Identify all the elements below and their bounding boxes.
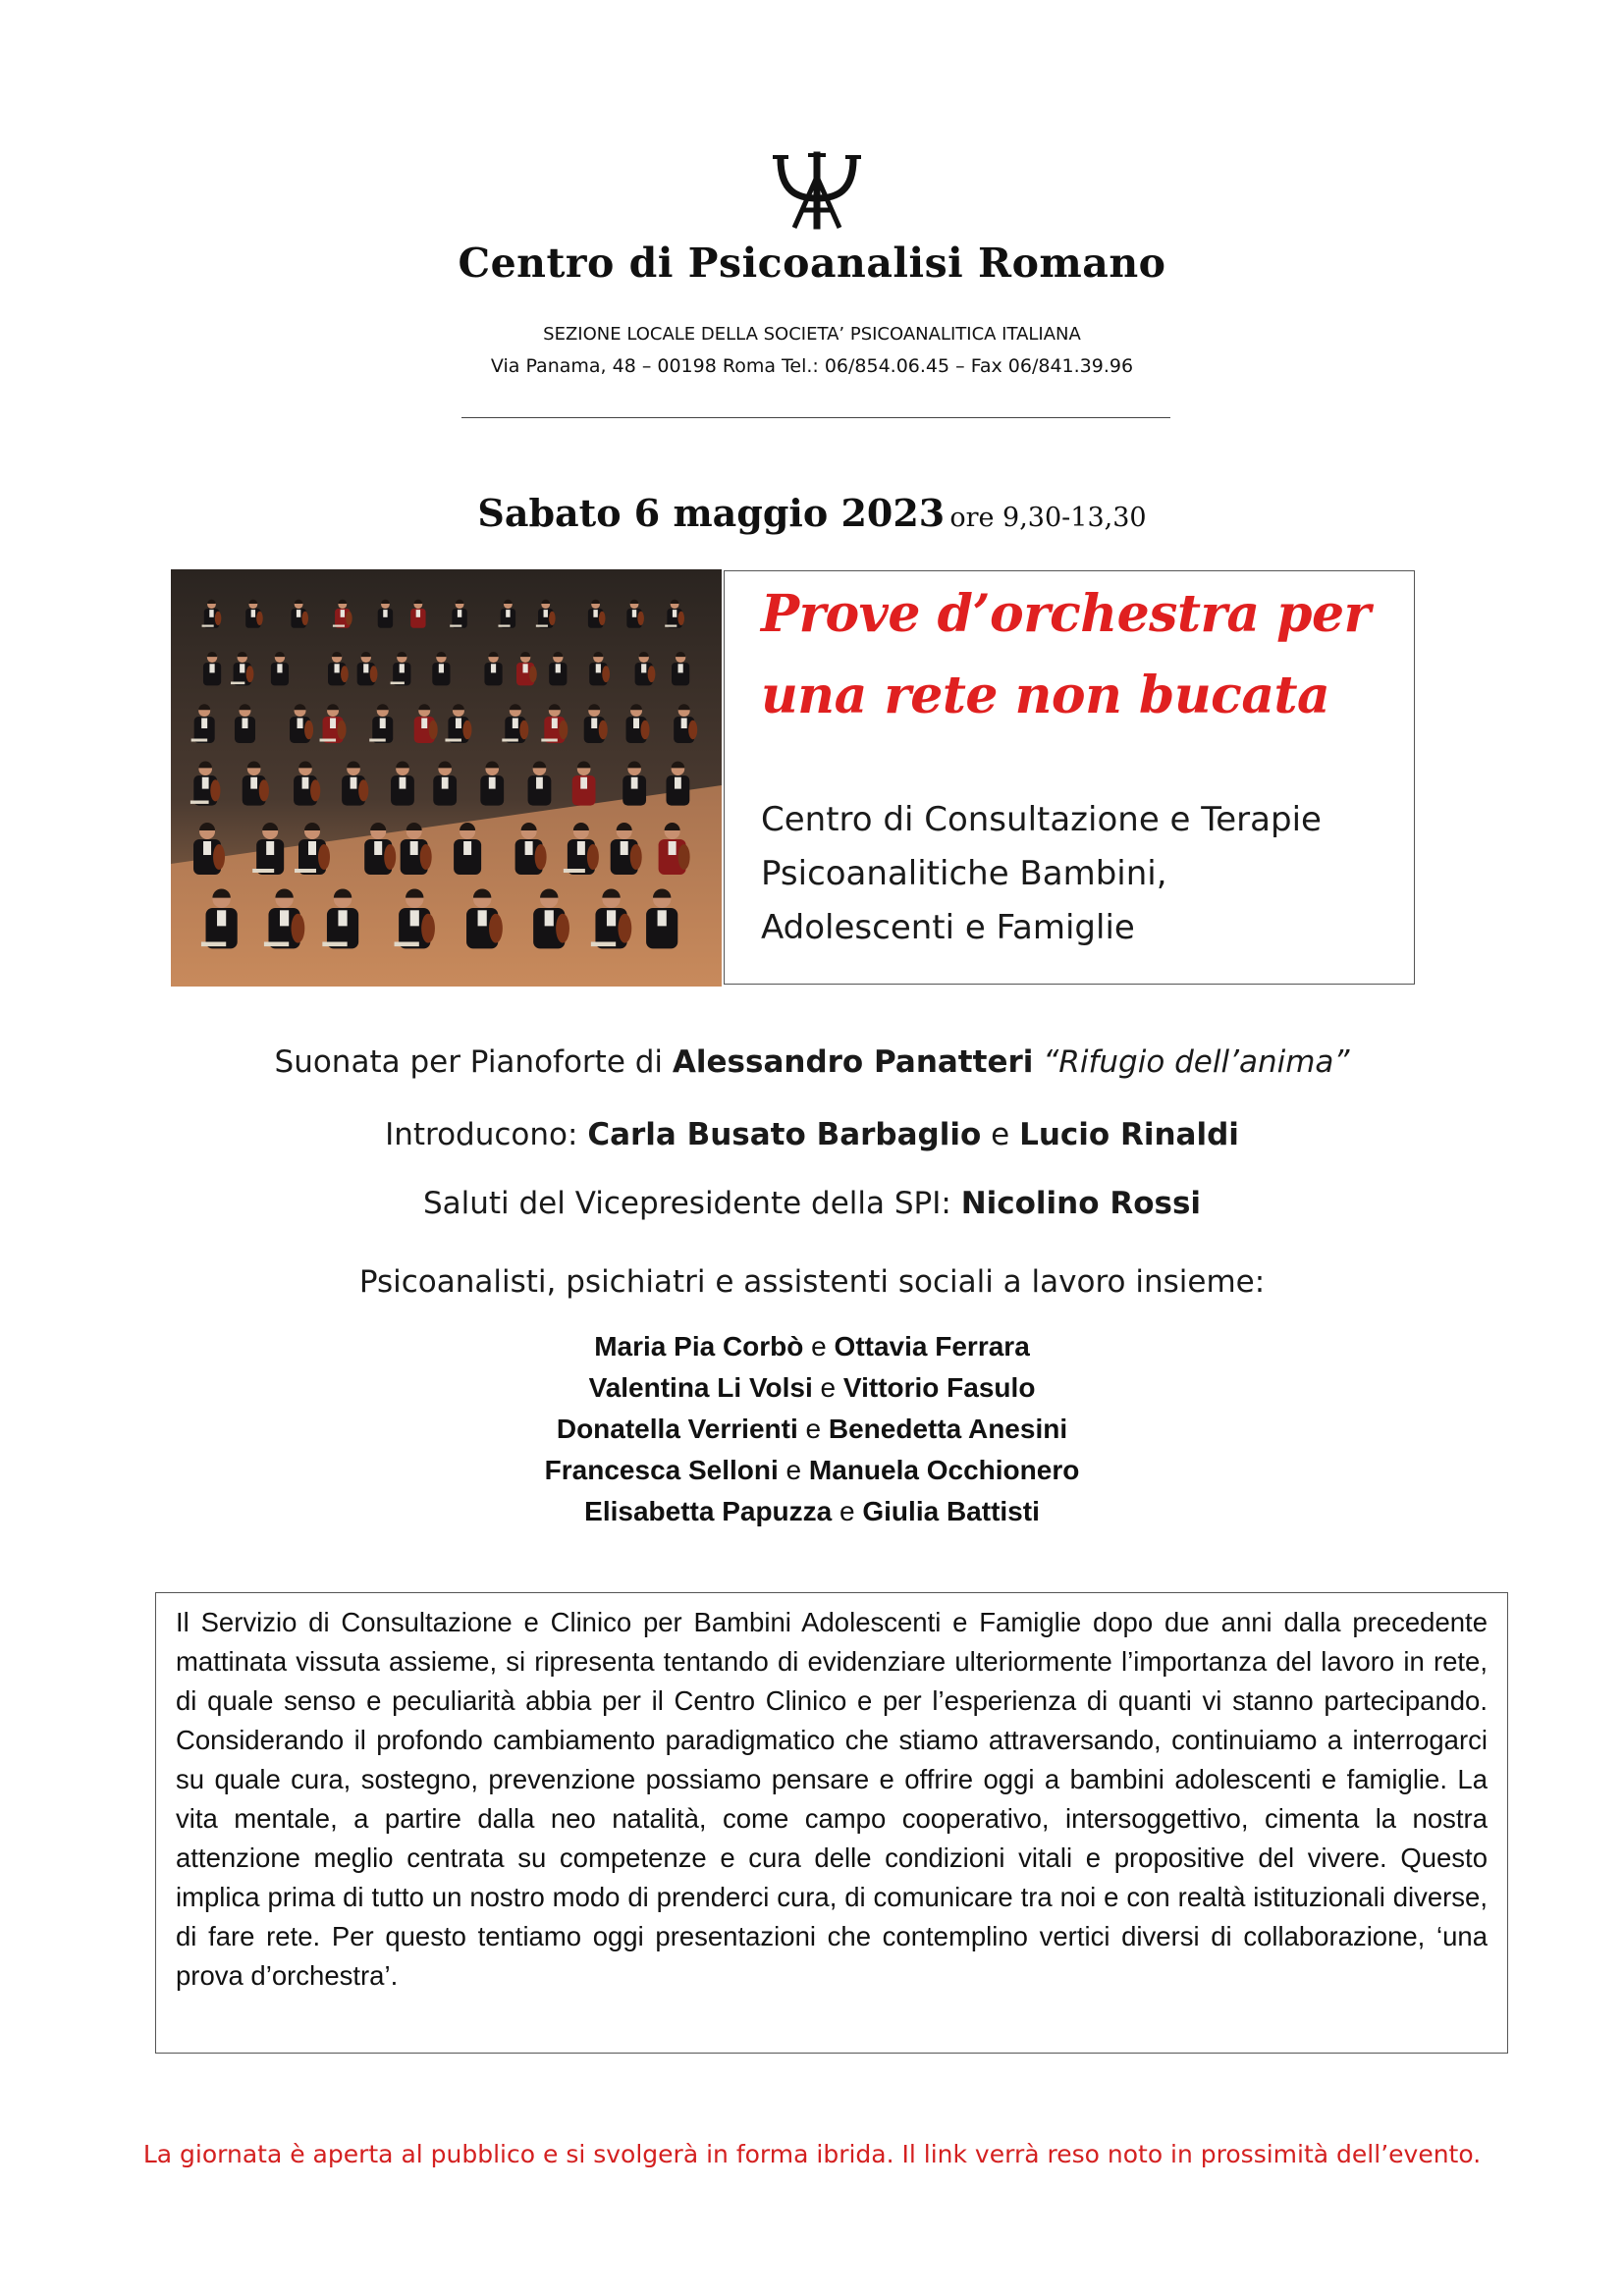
speaker-pair [0, 1496, 1624, 1527]
speaker-name: Francesca Selloni [544, 1455, 779, 1485]
program-sonata [0, 1044, 1624, 1080]
greetings-name: Nicolino Rossi [960, 1186, 1202, 1221]
header-divider [461, 417, 1170, 418]
event-subtitle-line-2: Psicoanalitiche Bambini, [761, 854, 1167, 893]
speaker-name: Manuela Occhionero [808, 1455, 1080, 1485]
footer-notice: La giornata è aperta al pubblico e si svolgerà in forma ibrida. Il link verrà reso noto in prossimità dell’evento. [142, 2140, 1482, 2168]
pair-joiner: e [832, 1496, 863, 1526]
pair-joiner: e [797, 1414, 829, 1444]
speaker-name: Donatella Verrienti [556, 1414, 798, 1444]
pair-joiner: e [803, 1331, 835, 1362]
psi-alpha-logo [763, 147, 871, 236]
speaker-pair [0, 1414, 1624, 1445]
greetings-prefix: Saluti del Vicepresidente della SPI: [422, 1186, 961, 1221]
pair-joiner: e [812, 1372, 843, 1403]
speaker-name: Valentina Li Volsi [588, 1372, 813, 1403]
speaker-pair [0, 1331, 1624, 1362]
address-line: Via Panama, 48 – 00198 Roma Tel.: 06/854.06.45 – Fax 06/841.39.96 [490, 355, 1134, 377]
event-subtitle-line-1: Centro di Consultazione e Terapie [761, 800, 1322, 839]
event-date: Sabato 6 maggio 2023 [477, 491, 946, 535]
section-subtitle: SEZIONE LOCALE DELLA SOCIETA’ PSICOANALITICA ITALIANA [543, 324, 1081, 345]
org-name: Centro di Psicoanalisi Romano [458, 240, 1166, 287]
speaker-name: Maria Pia Corbò [594, 1331, 804, 1362]
speaker-pair [0, 1372, 1624, 1404]
intro-name-2: Lucio Rinaldi [1019, 1117, 1239, 1152]
program-greetings [0, 1186, 1624, 1221]
program-introduction [0, 1117, 1624, 1152]
sonata-prefix: Suonata per Pianoforte di [274, 1044, 673, 1080]
event-title-line-2: una rete non bucata [761, 666, 1330, 725]
sonata-title: “Rifugio dell’anima” [1043, 1044, 1350, 1080]
speaker-name: Benedetta Anesini [828, 1414, 1068, 1444]
intro-joiner: e [981, 1117, 1020, 1152]
program-work-line: Psicoanalisti, psichiatri e assistenti sociali a lavoro insieme: [358, 1264, 1266, 1300]
intro-prefix: Introducono: [385, 1117, 588, 1152]
event-subtitle-line-3: Adolescenti e Famiglie [761, 908, 1135, 947]
speaker-name: Ottavia Ferrara [834, 1331, 1030, 1362]
event-time: ore 9,30-13,30 [949, 503, 1147, 533]
description-box [155, 1592, 1508, 2054]
event-date-line [0, 491, 1624, 535]
speaker-name: Vittorio Fasulo [842, 1372, 1036, 1403]
description-text: Il Servizio di Consultazione e Clinico per Bambini Adolescenti e Famiglie dopo due anni dalla precedente mattinata vissuta assieme, si ripresenta tentando di evidenziare ulteriormente l’importanza del lavoro in rete, di quale senso e peculiarità abbia per il Centro Clinico e per l’esperienza di quanti vi stanno partecipando. Considerando il profondo cambiamento paradigmatico che stiamo attraversando, continuiamo a interrogarci su quale cura, sostegno, prevenzione possiamo pensare e offrire oggi a bambini adolescenti e famiglie. La vita mentale, a partire dalla neo natalità, come campo cooperativo, intersoggettivo, cimenta la nostra attenzione meglio centrata su competenze e cura delle condizioni vitali e propositive del vivere. Questo implica prima di tutto un nostro modo di prenderci cura, di comunicare tra noi e con realtà istituzionali diverse, di fare rete. Per questo tentiamo oggi presentazioni che contemplino vertici diversi di collaborazione, ‘una prova d’orchestra’. [176, 1607, 1488, 1991]
pair-joiner: e [778, 1455, 809, 1485]
intro-name-1: Carla Busato Barbaglio [587, 1117, 982, 1152]
event-title-line-1: Prove d’orchestra per [761, 584, 1371, 644]
orchestra-photo [171, 569, 722, 987]
speaker-name: Elisabetta Papuzza [584, 1496, 833, 1526]
speaker-pair [0, 1455, 1624, 1486]
speaker-name: Giulia Battisti [862, 1496, 1040, 1526]
sonata-author: Alessandro Panatteri [672, 1044, 1034, 1080]
